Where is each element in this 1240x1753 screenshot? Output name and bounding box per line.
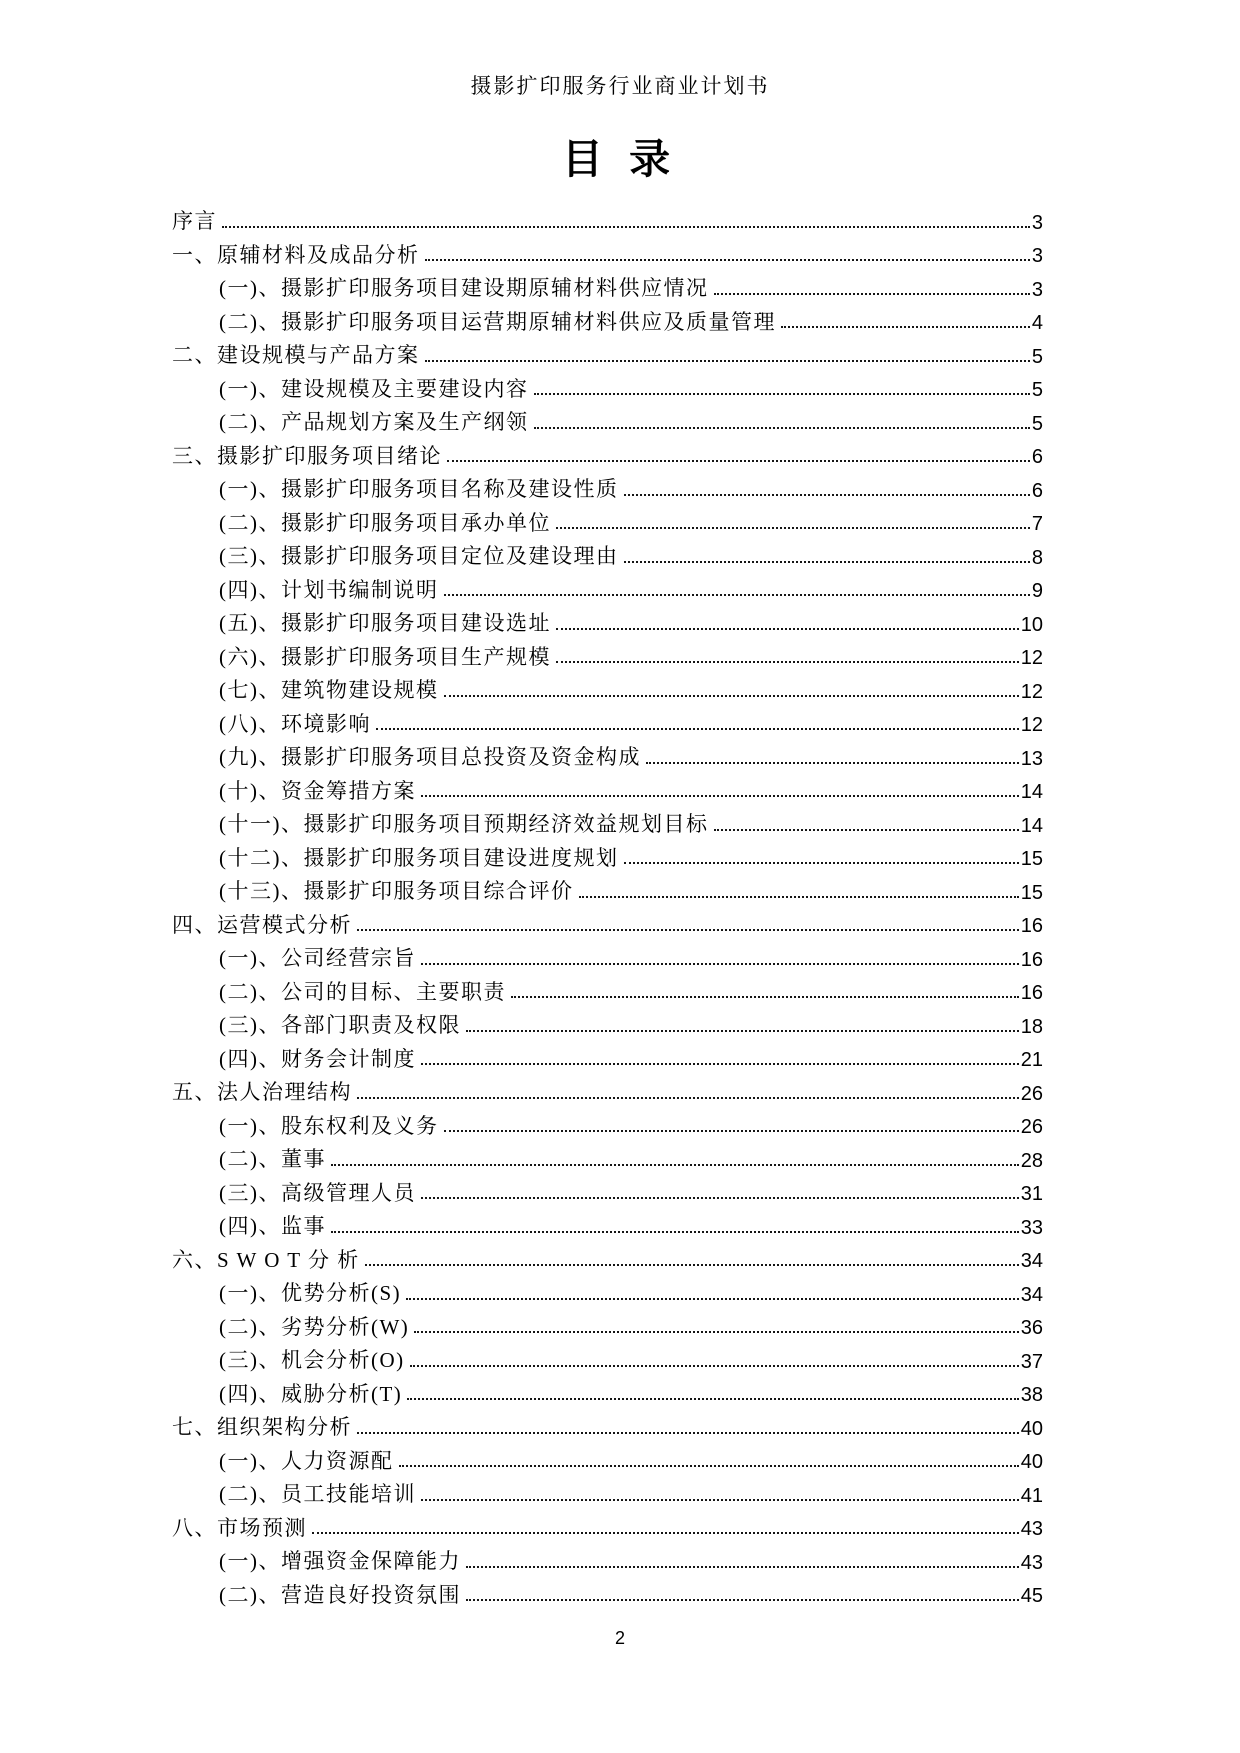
toc-entry-label: (一)、优势分析(S): [219, 1281, 402, 1306]
toc-entry[interactable]: [172, 1273, 1043, 1307]
toc-entry-label: (三)、各部门职责及权限: [219, 1013, 461, 1038]
toc-dot-leader: [556, 527, 1030, 529]
toc-entry-page: 33: [1020, 1216, 1043, 1239]
toc-entry-label: 七、组织架构分析: [172, 1415, 352, 1440]
toc-entry-page: 45: [1020, 1585, 1043, 1607]
toc-entry[interactable]: [172, 335, 1043, 369]
toc-entry-page: 3: [1031, 245, 1043, 267]
toc-entry-label: (一)、增强资金保障能力: [219, 1549, 461, 1574]
toc-dot-leader: [376, 728, 1019, 730]
toc-entry[interactable]: [172, 972, 1043, 1006]
toc-entry-page: 10: [1020, 613, 1043, 636]
toc-dot-leader: [556, 661, 1019, 663]
toc-entry-label: 四、运营模式分析: [172, 912, 352, 937]
toc-entry[interactable]: [172, 704, 1043, 738]
toc-dot-leader: [714, 829, 1019, 831]
toc-entry-label: 序言: [172, 209, 217, 234]
toc-dot-leader: [421, 1063, 1019, 1065]
toc-entry[interactable]: [172, 905, 1043, 939]
toc-entry[interactable]: [172, 838, 1043, 872]
toc-entry-page: 5: [1031, 379, 1043, 401]
toc-entry[interactable]: [172, 436, 1043, 470]
toc-entry[interactable]: [172, 268, 1043, 302]
toc-entry-page: 38: [1020, 1384, 1043, 1406]
toc-dot-leader: [312, 1532, 1019, 1534]
toc-dot-leader: [407, 1398, 1018, 1400]
toc-entry-label: (三)、机会分析(O): [219, 1348, 405, 1373]
toc-dot-leader: [421, 1197, 1019, 1199]
toc-entry[interactable]: [172, 737, 1043, 771]
toc-entry[interactable]: [172, 871, 1043, 905]
toc-entry-page: 12: [1020, 680, 1043, 703]
toc-dot-leader: [466, 1599, 1019, 1601]
toc-entry[interactable]: [172, 1005, 1043, 1039]
toc-dot-leader: [624, 494, 1030, 496]
toc-dot-leader: [466, 1566, 1019, 1568]
toc-entry[interactable]: [172, 1541, 1043, 1575]
toc-entry-page: 7: [1031, 513, 1043, 535]
toc-dot-leader: [399, 1465, 1019, 1467]
toc-entry-page: 21: [1020, 1049, 1043, 1071]
toc-entry-page: 12: [1020, 714, 1043, 736]
toc-entry-page: 18: [1020, 1015, 1043, 1038]
toc-entry-label: (五)、摄影扩印服务项目建设选址: [219, 611, 551, 636]
toc-entry-page: 16: [1020, 948, 1043, 971]
toc-dot-leader: [444, 594, 1030, 596]
toc-entry-label: (十)、资金筹措方案: [219, 778, 416, 803]
toc-entry-label: 三、摄影扩印服务项目绪论: [172, 443, 442, 468]
toc-entry[interactable]: [172, 536, 1043, 570]
toc-dot-leader: [511, 996, 1019, 998]
toc-entry[interactable]: [172, 1340, 1043, 1374]
toc-entry[interactable]: [172, 1508, 1043, 1542]
page-number: 2: [614, 1628, 625, 1648]
toc-entry-page: 14: [1020, 814, 1043, 837]
toc-entry-page: 28: [1020, 1149, 1043, 1172]
toc-entry[interactable]: [172, 771, 1043, 805]
toc-entry-page: 40: [1020, 1417, 1043, 1440]
toc-entry-label: (一)、股东权利及义务: [219, 1113, 439, 1138]
toc-entry-page: 36: [1020, 1317, 1043, 1339]
toc-entry[interactable]: [172, 1407, 1043, 1441]
toc-list: [172, 201, 1043, 1608]
toc-dot-leader: [331, 1231, 1019, 1233]
toc-dot-leader: [425, 259, 1030, 261]
toc-entry-label: (四)、财务会计制度: [219, 1046, 416, 1071]
toc-entry[interactable]: [172, 570, 1043, 604]
toc-entry-label: (九)、摄影扩印服务项目总投资及资金构成: [219, 745, 641, 770]
toc-dot-leader: [556, 628, 1019, 630]
toc-dot-leader: [421, 795, 1019, 797]
toc-dot-leader: [444, 1130, 1019, 1132]
toc-entry[interactable]: [172, 1173, 1043, 1207]
toc-entry-label: 八、市场预测: [172, 1515, 307, 1540]
toc-dot-leader: [534, 427, 1030, 429]
toc-entry[interactable]: [172, 670, 1043, 704]
toc-dot-leader: [444, 695, 1019, 697]
toc-entry-page: 16: [1020, 915, 1043, 937]
toc-dot-leader: [534, 393, 1030, 395]
toc-dot-leader: [646, 762, 1019, 764]
toc-entry[interactable]: [172, 402, 1043, 436]
toc-entry-label: (四)、监事: [219, 1214, 326, 1239]
toc-entry-page: 37: [1020, 1350, 1043, 1373]
toc-dot-leader: [406, 1298, 1019, 1300]
toc-dot-leader: [781, 326, 1030, 328]
toc-entry-page: 8: [1031, 546, 1043, 569]
toc-dot-leader: [365, 1264, 1019, 1266]
toc-entry-label: (四)、计划书编制说明: [219, 577, 439, 602]
toc-entry-page: 26: [1020, 1116, 1043, 1138]
toc-entry-label: (十一)、摄影扩印服务项目预期经济效益规划目标: [219, 812, 709, 837]
toc-entry-label: (二)、董事: [219, 1147, 326, 1172]
toc-dot-leader: [624, 862, 1019, 864]
toc-entry[interactable]: [172, 938, 1043, 972]
toc-entry-page: 15: [1020, 881, 1043, 904]
toc-entry-label: 一、原辅材料及成品分析: [172, 242, 420, 267]
toc-dot-leader: [410, 1365, 1019, 1367]
toc-entry-label: (一)、摄影扩印服务项目建设期原辅材料供应情况: [219, 276, 709, 301]
toc-entry-label: (六)、摄影扩印服务项目生产规模: [219, 644, 551, 669]
document-header-title: 摄影扩印服务行业商业计划书: [470, 74, 770, 98]
toc-entry-page: 3: [1031, 278, 1043, 301]
toc-entry-page: 12: [1020, 647, 1043, 669]
toc-entry[interactable]: [172, 804, 1043, 838]
toc-entry[interactable]: [172, 369, 1043, 403]
toc-entry-label: (十三)、摄影扩印服务项目综合评价: [219, 879, 574, 904]
toc-dot-leader: [357, 1097, 1019, 1099]
toc-entry-label: (一)、摄影扩印服务项目名称及建设性质: [219, 477, 619, 502]
toc-entry[interactable]: [172, 603, 1043, 637]
toc-entry-page: 9: [1031, 580, 1043, 602]
toc-entry[interactable]: [172, 302, 1043, 336]
toc-entry-label: (一)、人力资源配: [219, 1448, 394, 1473]
toc-entry-page: 6: [1031, 446, 1043, 468]
toc-dot-leader: [331, 1164, 1019, 1166]
toc-entry[interactable]: [172, 469, 1043, 503]
toc-entry[interactable]: [172, 1307, 1043, 1341]
toc-entry-page: 43: [1020, 1518, 1043, 1540]
toc-dot-leader: [624, 561, 1030, 563]
toc-entry-page: 5: [1031, 345, 1043, 368]
toc-entry-label: (二)、员工技能培训: [219, 1482, 416, 1507]
toc-dot-leader: [421, 1499, 1019, 1501]
toc-entry-label: (三)、摄影扩印服务项目定位及建设理由: [219, 544, 619, 569]
toc-entry-label: (八)、环境影响: [219, 711, 371, 736]
toc-dot-leader: [579, 896, 1019, 898]
toc-dot-leader: [425, 360, 1030, 362]
toc-entry-page: 6: [1031, 479, 1043, 502]
toc-entry-page: 14: [1020, 781, 1043, 803]
toc-entry-page: 43: [1020, 1551, 1043, 1574]
toc-entry[interactable]: [172, 1106, 1043, 1140]
toc-dot-leader: [447, 460, 1030, 462]
toc-entry-page: 15: [1020, 848, 1043, 870]
toc-entry-label: (二)、公司的目标、主要职责: [219, 979, 506, 1004]
toc-entry-label: 二、建设规模与产品方案: [172, 343, 420, 368]
toc-entry-label: (二)、劣势分析(W): [219, 1314, 410, 1339]
toc-entry-page: 26: [1020, 1082, 1043, 1105]
toc-entry[interactable]: [172, 201, 1043, 235]
toc-dot-leader: [222, 226, 1030, 228]
toc-entry-page: 31: [1020, 1183, 1043, 1205]
toc-entry-label: (十二)、摄影扩印服务项目建设进度规划: [219, 845, 619, 870]
toc-entry-label: (三)、高级管理人员: [219, 1180, 416, 1205]
toc-entry-label: (四)、威胁分析(T): [219, 1381, 403, 1406]
toc-entry[interactable]: [172, 1139, 1043, 1173]
toc-dot-leader: [714, 293, 1030, 295]
toc-dot-leader: [357, 1432, 1019, 1434]
toc-entry-page: 41: [1020, 1484, 1043, 1507]
toc-entry-page: 3: [1031, 211, 1043, 234]
toc-entry-label: (二)、摄影扩印服务项目承办单位: [219, 510, 551, 535]
toc-entry-page: 34: [1020, 1250, 1043, 1272]
toc-entry[interactable]: [172, 1441, 1043, 1475]
toc-entry-label: (七)、建筑物建设规模: [219, 678, 439, 703]
toc-entry-label: 五、法人治理结构: [172, 1080, 352, 1105]
toc-entry-page: 13: [1020, 747, 1043, 770]
toc-entry-page: 40: [1020, 1451, 1043, 1473]
toc-dot-leader: [421, 963, 1019, 965]
toc-entry-label: (二)、营造良好投资氛围: [219, 1582, 461, 1607]
toc-dot-leader: [466, 1030, 1019, 1032]
toc-dot-leader: [357, 929, 1019, 931]
toc-entry[interactable]: [172, 1240, 1043, 1274]
toc-title: 目 录: [561, 136, 679, 182]
toc-entry-label: (二)、摄影扩印服务项目运营期原辅材料供应及质量管理: [219, 309, 776, 334]
toc-entry-page: 4: [1031, 312, 1043, 334]
toc-entry-label: (一)、建设规模及主要建设内容: [219, 376, 529, 401]
toc-entry-page: 16: [1020, 982, 1043, 1004]
toc-entry[interactable]: [172, 1072, 1043, 1106]
toc-entry-label: (一)、公司经营宗旨: [219, 946, 416, 971]
toc-entry-page: 5: [1031, 412, 1043, 435]
toc-entry[interactable]: [172, 1575, 1043, 1609]
toc-entry[interactable]: [172, 503, 1043, 537]
toc-entry-label: 六、S W O T 分 析: [172, 1247, 360, 1272]
toc-entry[interactable]: [172, 637, 1043, 671]
toc-entry[interactable]: [172, 1039, 1043, 1073]
toc-entry-label: (二)、产品规划方案及生产纲领: [219, 410, 529, 435]
toc-entry[interactable]: [172, 1474, 1043, 1508]
toc-dot-leader: [414, 1331, 1018, 1333]
toc-entry[interactable]: [172, 1206, 1043, 1240]
toc-entry-page: 34: [1020, 1283, 1043, 1306]
toc-entry[interactable]: [172, 235, 1043, 269]
toc-entry[interactable]: [172, 1374, 1043, 1408]
